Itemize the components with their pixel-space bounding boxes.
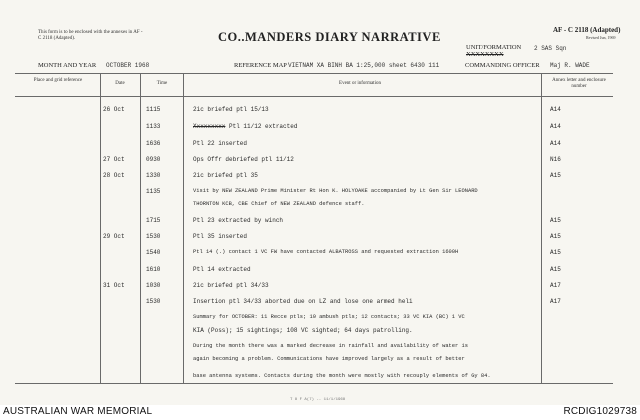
- narrative-line-2: again becoming a problem. Communications have improved largely as a result of better: [193, 356, 465, 362]
- form-code: AF - C 2118 (Adapted): [553, 26, 621, 34]
- row-9-time: 1530: [146, 233, 161, 240]
- row-8-time: 1715: [146, 217, 161, 224]
- page-title: CO..MANDERS DIARY NARRATIVE: [218, 30, 441, 44]
- row-12-event: 2ic briefed ptl 34/33: [193, 282, 269, 289]
- row-11-time: 1610: [146, 266, 161, 273]
- row-5-event: 2ic briefed ptl 35: [193, 172, 258, 179]
- narrative-line-1: During the month there was a marked decrease in rainfall and availability of water is: [193, 343, 468, 349]
- row-13-annex: A17: [550, 298, 561, 305]
- row-6-time: 1135: [146, 188, 161, 195]
- row-5-time: 1330: [146, 172, 161, 179]
- row-9-annex: A15: [550, 233, 561, 240]
- month-value: OCTOBER 1968: [106, 62, 150, 69]
- unit-label-text: UNIT/FORMATION: [466, 44, 522, 51]
- co-label: COMMANDING OFFICER: [465, 62, 540, 69]
- event-annex-divider: [541, 73, 542, 383]
- narrative-line-3: base antenna systems. Contacts during the month were mostly with recouply elements of Gy 84.: [193, 373, 491, 379]
- reference-value: VIETNAM XA BINH BA 1:25,000 sheet 6430 111: [288, 62, 440, 69]
- form-print-note: T 8 F A(7) -- 11/1/1968: [290, 398, 346, 402]
- row-1-date: 26 Oct: [103, 106, 125, 113]
- time-event-divider: [183, 73, 184, 383]
- row-3-annex: A14: [550, 140, 561, 147]
- row-2-event: [193, 123, 297, 130]
- row-10-annex: A15: [550, 249, 561, 256]
- row-4-event: Ops Offr debriefed ptl 11/12: [193, 156, 294, 163]
- unit-label: [466, 44, 521, 58]
- row-5-date: 28 Oct: [103, 172, 125, 179]
- col-date-header: Date: [115, 81, 125, 86]
- table-header-rule: [15, 96, 613, 97]
- row-7-event: THORNTON KCB, CBE Chief of NEW ZEALAND defence staff.: [193, 201, 365, 207]
- row-4-annex: N16: [550, 156, 561, 163]
- reference-label: REFERENCE MAP: [234, 62, 287, 69]
- date-time-divider: [140, 73, 141, 383]
- row-13-time: 1530: [146, 298, 161, 305]
- row-12-date: 31 Oct: [103, 282, 125, 289]
- row-10-time: 1540: [146, 249, 161, 256]
- row-8-event: Ptl 23 extracted by winch: [193, 217, 284, 224]
- row-3-time: 1636: [146, 140, 161, 147]
- row-11-annex: A15: [550, 266, 561, 273]
- summary-line-1: Summary for OCTOBER: 11 Recce ptls; 10 ambush ptls; 12 contacts; 33 VC KIA (BC) 1 VC: [193, 314, 465, 320]
- row-8-annex: A15: [550, 217, 561, 224]
- form-notice: This form is to be enclosed with the annexes in AF - C 2118 (Adapted).: [38, 30, 143, 41]
- col-time-header: Time: [156, 81, 168, 86]
- row-6-event: Visit by NEW ZEALAND Prime Minister Rt Hon K. HOLYOAKE accompanied by Lt Gen Sir LEONARD: [193, 188, 478, 194]
- row-9-date: 29 Oct: [103, 233, 125, 240]
- revised-date: Revised Jun, 1969: [586, 35, 616, 40]
- row-10-event: Ptl 14 (.) contact 1 VC FW have contacted ALBATROSS and requested extraction 1600H: [193, 249, 459, 255]
- place-date-divider: [100, 73, 101, 383]
- co-value: Maj R. WADE: [550, 62, 590, 69]
- unit-struck-text: XXXXXXXX: [466, 51, 504, 58]
- row-11-event: Ptl 14 extracted: [193, 266, 251, 273]
- row-9-event: Ptl 35 inserted: [193, 233, 248, 240]
- row-4-time: 0930: [146, 156, 161, 163]
- row-2-time: 1133: [146, 123, 161, 130]
- row-12-time: 1030: [146, 282, 161, 289]
- table-top-rule: [15, 73, 613, 74]
- col-event-header: Event or information: [339, 81, 381, 86]
- row-1-annex: A14: [550, 106, 561, 113]
- summary-line-2: KIA (Poss); 15 sightings; 108 VC sighted; 64 days patrolling.: [193, 327, 413, 334]
- row-2-struck-word: Xxxxxxxxx: [193, 123, 226, 130]
- table-bottom-rule: [15, 383, 613, 384]
- unit-value: 2 SAS Sqn: [534, 45, 567, 52]
- archive-id: RCDIG1029738: [563, 406, 637, 417]
- month-label: MONTH AND YEAR: [38, 62, 97, 69]
- row-12-annex: A17: [550, 282, 561, 289]
- row-2-event-text: Ptl 11/12 extracted: [229, 123, 298, 130]
- col-annex-header: Annex letter and enclosure number: [552, 78, 606, 89]
- row-1-event: 2ic briefed ptl 15/13: [193, 106, 269, 113]
- archive-credit: AUSTRALIAN WAR MEMORIAL: [3, 406, 153, 417]
- row-13-event: Insertion ptl 34/33 aborted due on LZ and lose one armed heli: [193, 298, 413, 305]
- row-3-event: Ptl 22 inserted: [193, 140, 248, 147]
- col-place-header: Place and grid reference: [33, 78, 83, 83]
- row-4-date: 27 Oct: [103, 156, 125, 163]
- row-1-time: 1115: [146, 106, 161, 113]
- row-5-annex: A15: [550, 172, 561, 179]
- row-2-annex: A14: [550, 123, 561, 130]
